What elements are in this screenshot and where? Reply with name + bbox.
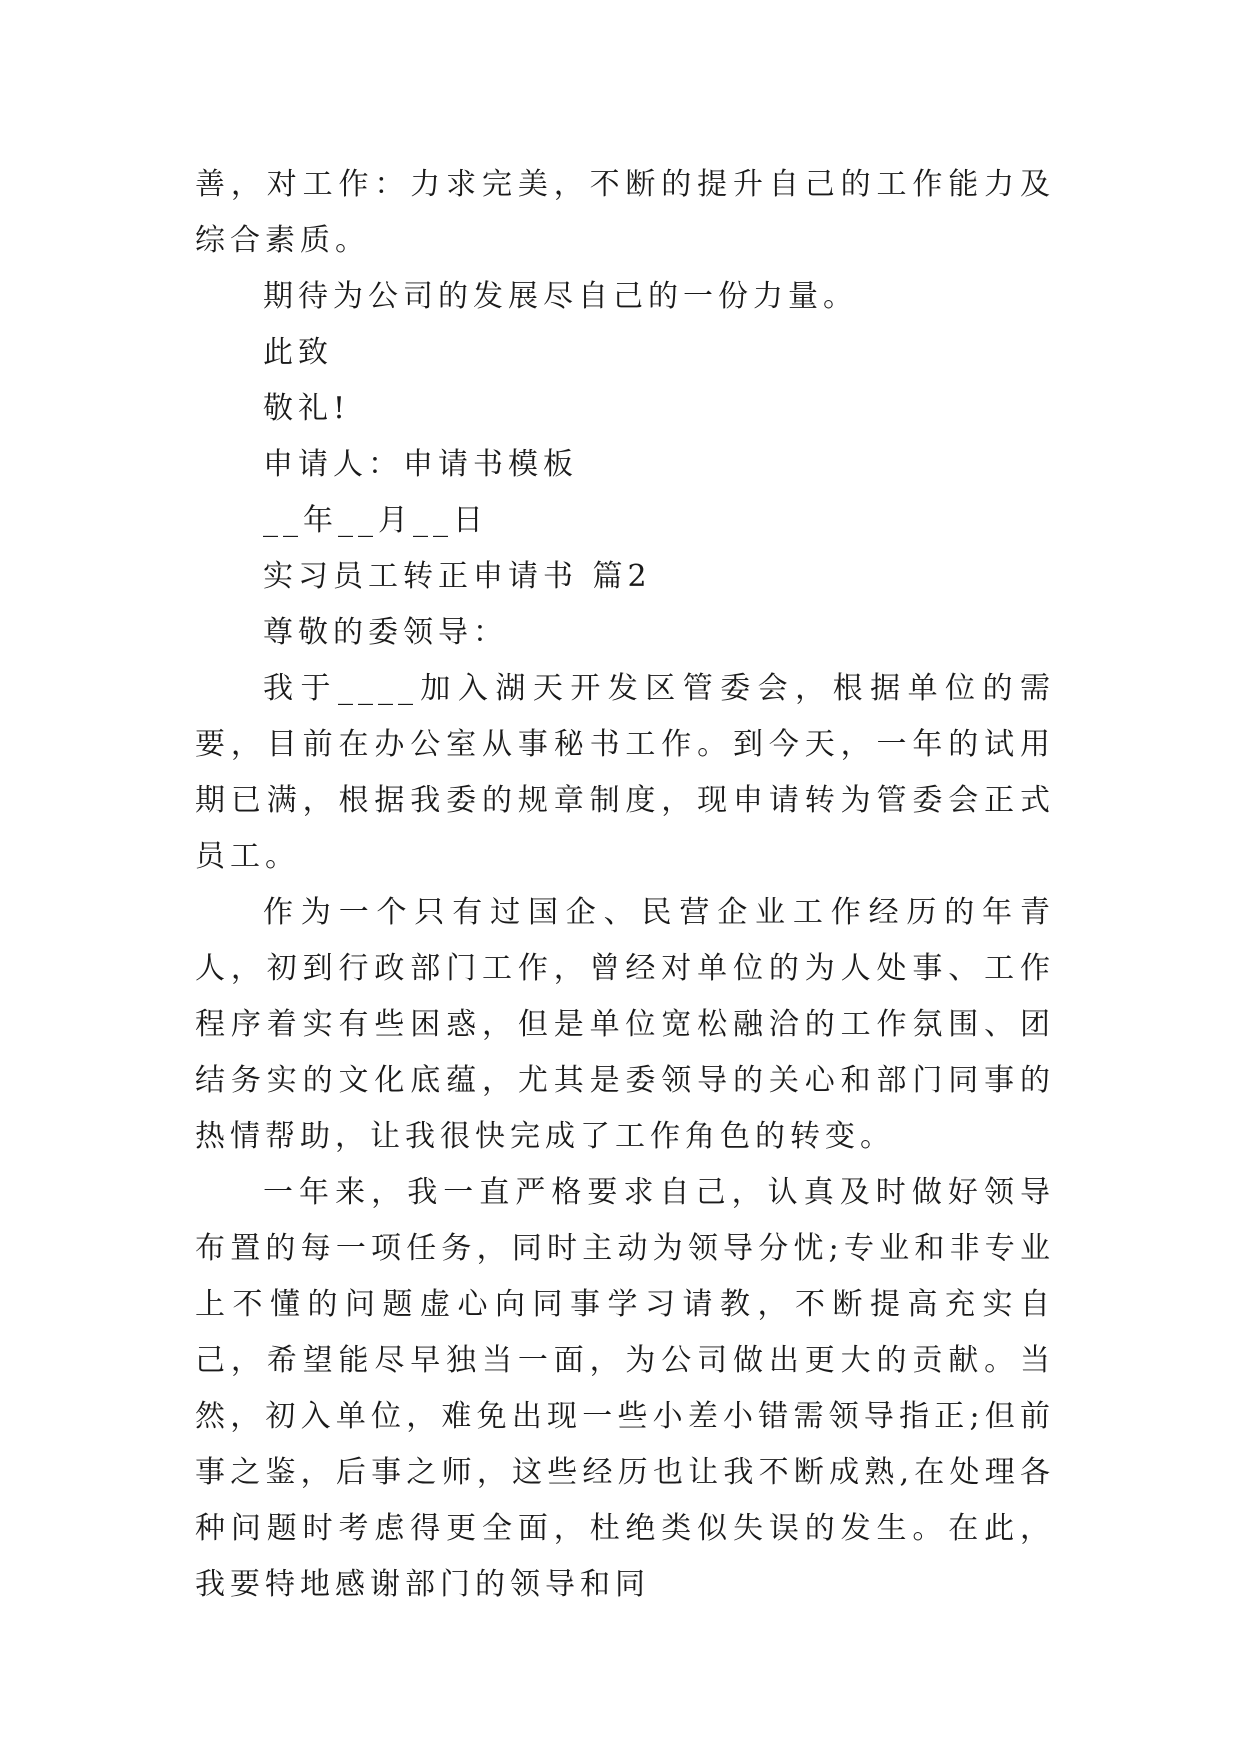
paragraph-intro: 我于____加入湖天开发区管委会，根据单位的需要，目前在办公室从事秘书工作。到今天，一年的试用期已满，根据我委的规章制度，现申请转为管委会正式员工。 xyxy=(195,671,1055,874)
section-title: 实习员工转正申请书 篇2 xyxy=(263,559,652,594)
paragraph-background: 作为一个只有过国企、民营企业工作经历的年青人，初到行政部门工作，曾经对单位的为人处事、工作程序着实有些困惑，但是单位宽松融洽的工作氛围、团结务实的文化底蕴，尤其是委领导的关心和部门同事的热情帮助，让我很快完成了工作角色的转变。 xyxy=(195,895,1055,1154)
salutation-jing-li: 敬礼! xyxy=(263,391,351,426)
applicant-line: 申请人：申请书模板 xyxy=(263,447,578,482)
paragraph-continuation: 善，对工作：力求完美，不断的提升自己的工作能力及综合素质。 xyxy=(195,167,1055,258)
paragraph-year-review: 一年来，我一直严格要求自己，认真及时做好领导布置的每一项任务，同时主动为领导分忧;专业和非专业上不懂的问题虚心向同事学习请教，不断提高充实自己，希望能尽早独当一面，为公司做出更大的贡献。当然，初入单位，难免出现一些小差小错需领导指正;但前事之鉴，后事之师，这些经历也让我不断成熟,在处理各种问题时考虑得更全面，杜绝类似失误的发生。在此，我要特地感谢部门的领导和同 xyxy=(195,1175,1055,1602)
greeting-line: 尊敬的委领导： xyxy=(263,615,508,650)
date-line: __年__月__日 xyxy=(263,503,488,538)
paragraph-closing-wish: 期待为公司的发展尽自己的一份力量。 xyxy=(263,279,858,314)
document-body xyxy=(195,157,1055,1613)
salutation-ci-zhi: 此致 xyxy=(263,335,333,370)
